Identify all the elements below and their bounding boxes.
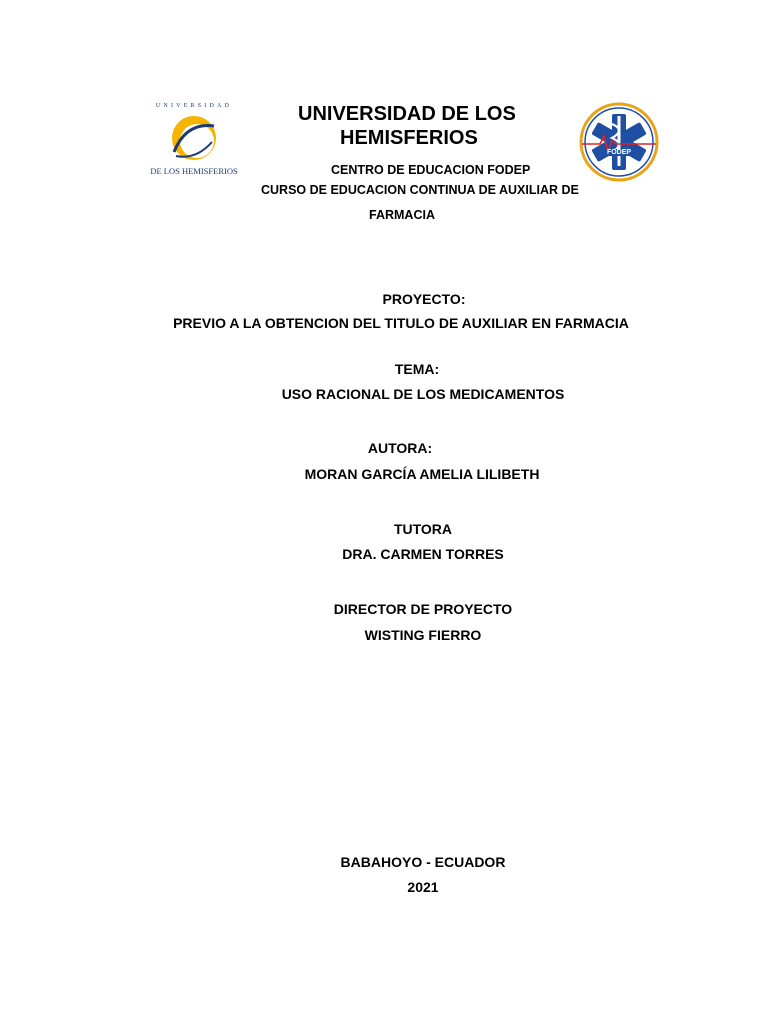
fodep-logo: [578, 102, 660, 182]
fodep-logo-text: FODEP: [606, 149, 632, 156]
author-label: AUTORA:: [367, 440, 433, 456]
university-title-line1: UNIVERSIDAD DE LOS: [298, 103, 516, 125]
university-logo-bottom-text: DE LOS HEMISFERIOS: [150, 166, 238, 176]
director-label: DIRECTOR DE PROYECTO: [333, 601, 513, 617]
project-value: PREVIO A LA OBTENCION DEL TITULO DE AUXILIAR EN FARMACIA: [173, 315, 629, 331]
project-label: PROYECTO:: [382, 291, 466, 307]
footer-place: BABAHOYO - ECUADOR: [340, 854, 506, 870]
university-logo: [146, 100, 242, 180]
course-line2: FARMACIA: [369, 208, 435, 222]
author-value: MORAN GARCÍA AMELIA LILIBETH: [304, 466, 540, 482]
university-emblem-icon: [166, 112, 222, 166]
footer-year: 2021: [407, 879, 439, 895]
university-logo-top-text: UNIVERSIDAD: [155, 103, 233, 109]
director-value: WISTING FIERRO: [364, 627, 482, 643]
course-line1: CURSO DE EDUCACION CONTINUA DE AUXILIAR DE: [261, 183, 579, 197]
tutor-value: DRA. CARMEN TORRES: [342, 546, 504, 562]
tutor-label: TUTORA: [393, 521, 453, 537]
theme-value: USO RACIONAL DE LOS MEDICAMENTOS: [281, 386, 565, 402]
theme-label: TEMA:: [394, 361, 440, 377]
university-title-line2: HEMISFERIOS: [340, 127, 478, 149]
fodep-emblem-icon: [578, 102, 660, 182]
education-center: CENTRO DE EDUCACION FODEP: [331, 163, 531, 177]
